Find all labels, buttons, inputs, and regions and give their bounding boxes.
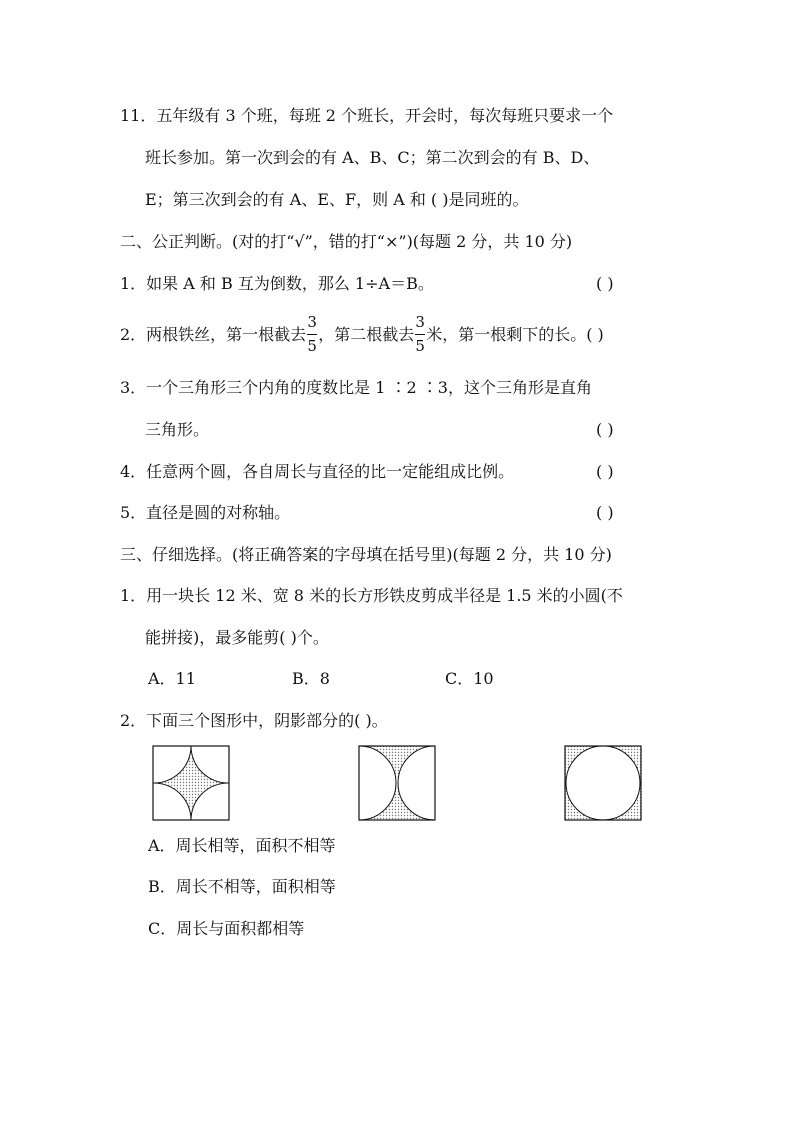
section2-title: 二、公正判断。(对的打“√”，错的打“×”)(每题 2 分，共 10 分) (120, 232, 573, 251)
fraction-1-bar (307, 334, 317, 335)
judge-answer-blank-5[interactable]: ( ) (596, 503, 614, 522)
fraction-three-fifths-1 (306, 313, 318, 355)
judge-answer-blank-4[interactable]: ( ) (596, 462, 614, 481)
choice-q1-option-c[interactable]: C．10 (445, 669, 494, 688)
fraction-1-numerator: 3 (307, 313, 317, 331)
judge-item-4: 4．任意两个圆，各自周长与直径的比一定能组成比例。 (120, 462, 515, 481)
q11-line-3: E；第三次到会的有 A、E、F，则 A 和 ( )是同班的。 (145, 190, 529, 209)
judge-item-3-line-2: 三角形。 (145, 420, 210, 439)
judge-item-2-part-2: ，第二根截去 (318, 325, 415, 344)
figure-two-semicircles (358, 745, 436, 821)
choice-q2-option-a[interactable]: A．周长相等，面积不相等 (148, 836, 336, 855)
fraction-2-denominator: 5 (415, 337, 425, 355)
choice-q2-option-b[interactable]: B．周长不相等，面积相等 (148, 877, 336, 896)
choice-q1-line-2: 能拼接)，最多能剪( )个。 (145, 628, 329, 647)
fraction-2-numerator: 3 (415, 313, 425, 331)
figure-four-quarter-circles (152, 745, 230, 821)
judge-answer-blank-1[interactable]: ( ) (596, 274, 614, 293)
choice-q1-option-b[interactable]: B．8 (292, 669, 330, 688)
judge-item-1: 1．如果 A 和 B 互为倒数，那么 1÷A＝B。 (120, 274, 434, 293)
q11-line-2: 班长参加。第一次到会的有 A、B、C；第二次到会的有 B、D、 (145, 148, 600, 167)
judge-item-5: 5．直径是圆的对称轴。 (120, 503, 291, 522)
fraction-2-bar (415, 334, 425, 335)
choice-q1-option-a[interactable]: A．11 (148, 669, 196, 688)
inscribed-circle (566, 746, 640, 820)
star-shaded-region (153, 746, 229, 820)
judge-answer-blank-3[interactable]: ( ) (596, 420, 614, 439)
figure-inscribed-circle (564, 745, 642, 821)
choice-q1-line-1: 1．用一块长 12 米、宽 8 米的长方形铁皮剪成半径是 1.5 米的小圆(不 (120, 586, 623, 605)
fraction-1-denominator: 5 (307, 337, 317, 355)
fraction-three-fifths-2 (414, 313, 426, 355)
section3-title: 三、仔细选择。(将正确答案的字母填在括号里)(每题 2 分，共 10 分) (120, 545, 612, 564)
q11-line-1: 11．五年级有 3 个班，每班 2 个班长，开会时，每次每班只要求一个 (120, 106, 614, 125)
judge-item-3-line-1: 3．一个三角形三个内角的度数比是 1 ∶2 ∶3，这个三角形是直角 (120, 378, 592, 397)
choice-q2-stem: 2．下面三个图形中，阴影部分的( )。 (120, 711, 388, 730)
judge-item-2 (120, 313, 604, 355)
judge-item-2-part-3: 米，第一根剩下的长。( ) (426, 325, 604, 344)
choice-q2-option-c[interactable]: C．周长与面积都相等 (148, 919, 305, 938)
shaded-gap-region (359, 746, 435, 820)
judge-item-2-part-1: 2．两根铁丝，第一根截去 (120, 325, 307, 344)
